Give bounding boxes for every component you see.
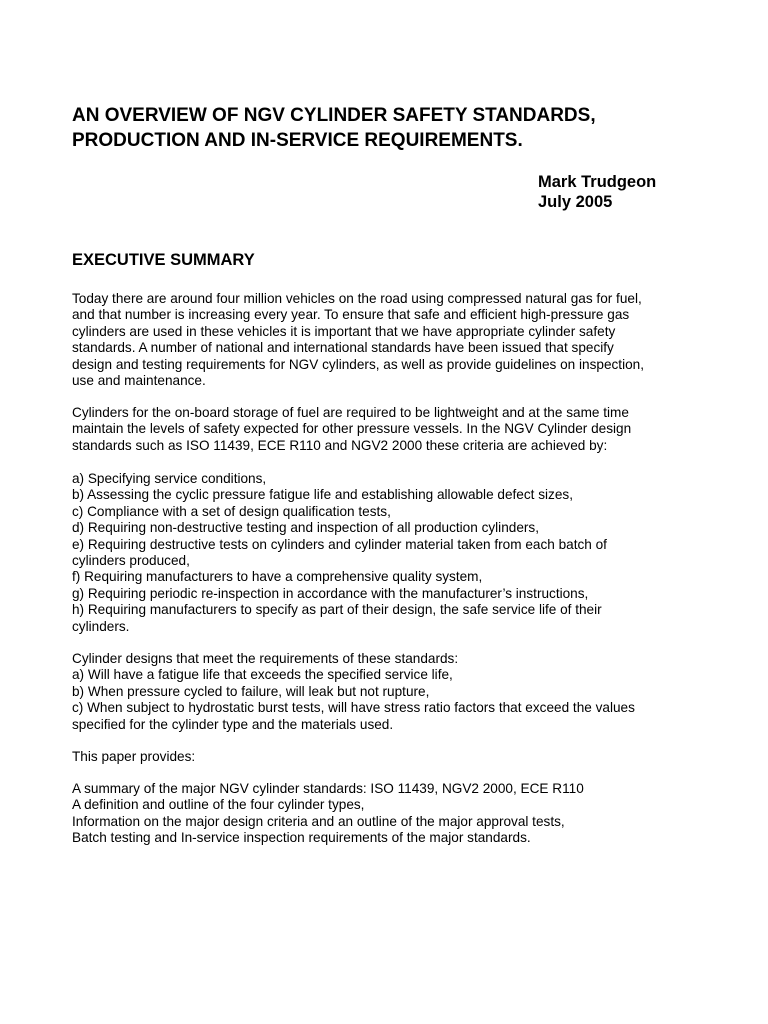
text-line: maintain the levels of safety expected for other pressure vessels. In the NGV Cylinder design bbox=[72, 421, 632, 437]
author-block bbox=[538, 172, 656, 212]
text-line: design and testing requirements for NGV cylinders, as well as provide guidelines on inspection, bbox=[72, 356, 644, 372]
title-line: PRODUCTION AND IN-SERVICE REQUIREMENTS. bbox=[72, 130, 523, 151]
list-item: e) Requiring destructive tests on cylinders and cylinder material taken from each batch of bbox=[72, 536, 607, 552]
list-item: d) Requiring non-destructive testing and inspection of all production cylinders, bbox=[72, 520, 539, 536]
section-heading: EXECUTIVE SUMMARY bbox=[72, 251, 255, 269]
text-line: specified for the cylinder type and the materials used. bbox=[72, 716, 394, 732]
criteria-intro-paragraph bbox=[72, 405, 732, 454]
text-line: a) Will have a fatigue life that exceeds the specified service life, bbox=[72, 667, 453, 683]
text-line: Cylinders for the on-board storage of fuel are required to be lightweight and at the same time bbox=[72, 405, 629, 420]
title-line: AN OVERVIEW OF NGV CYLINDER SAFETY STANDARDS, bbox=[72, 105, 596, 126]
text-line: This paper provides: bbox=[72, 749, 196, 764]
list-item: cylinders. bbox=[72, 618, 130, 634]
list-item: A definition and outline of the four cylinder types, bbox=[72, 797, 365, 813]
author-name: Mark Trudgeon bbox=[538, 173, 657, 191]
text-line: cylinders are used in these vehicles it is important that we have appropriate cylinder safety bbox=[72, 323, 616, 339]
list-item: Information on the major design criteria and an outline of the major approval tests, bbox=[72, 813, 565, 829]
document-date: July 2005 bbox=[538, 193, 613, 211]
list-item: a) Specifying service conditions, bbox=[72, 471, 267, 486]
list-item: c) Compliance with a set of design qualification tests, bbox=[72, 503, 391, 519]
text-line: c) When subject to hydrostatic burst tests, will have stress ratio factors that exceed the values bbox=[72, 700, 635, 716]
design-outcomes-paragraph bbox=[72, 651, 732, 733]
list-item: g) Requiring periodic re-inspection in accordance with the manufacturer’s instructions, bbox=[72, 585, 589, 601]
paper-provides-paragraph bbox=[72, 749, 732, 765]
list-item: h) Requiring manufacturers to specify as part of their design, the safe service life of their bbox=[72, 602, 602, 618]
text-line: b) When pressure cycled to failure, will leak but not rupture, bbox=[72, 683, 430, 699]
text-line: standards such as ISO 11439, ECE R110 and NGV2 2000 these criteria are achieved by: bbox=[72, 437, 608, 453]
document-title bbox=[72, 103, 732, 153]
text-line: Today there are around four million vehicles on the road using compressed natural gas for fuel, bbox=[72, 291, 642, 306]
list-item: b) Assessing the cyclic pressure fatigue life and establishing allowable defect sizes, bbox=[72, 487, 573, 503]
intro-paragraph bbox=[72, 291, 732, 389]
list-item: Batch testing and In-service inspection requirements of the major standards. bbox=[72, 830, 531, 846]
text-line: and that number is increasing every year. To ensure that safe and efficient high-pressure gas bbox=[72, 307, 630, 323]
list-item: cylinders produced, bbox=[72, 553, 190, 569]
text-line: Cylinder designs that meet the requirements of these standards: bbox=[72, 651, 459, 666]
text-line: use and maintenance. bbox=[72, 373, 206, 389]
criteria-list bbox=[72, 471, 732, 635]
paper-contents-list bbox=[72, 781, 732, 847]
list-item: f) Requiring manufacturers to have a comprehensive quality system, bbox=[72, 569, 483, 585]
list-item: A summary of the major NGV cylinder standards: ISO 11439, NGV2 2000, ECE R110 bbox=[72, 781, 584, 796]
text-line: standards. A number of national and international standards have been issued that specify bbox=[72, 340, 614, 356]
